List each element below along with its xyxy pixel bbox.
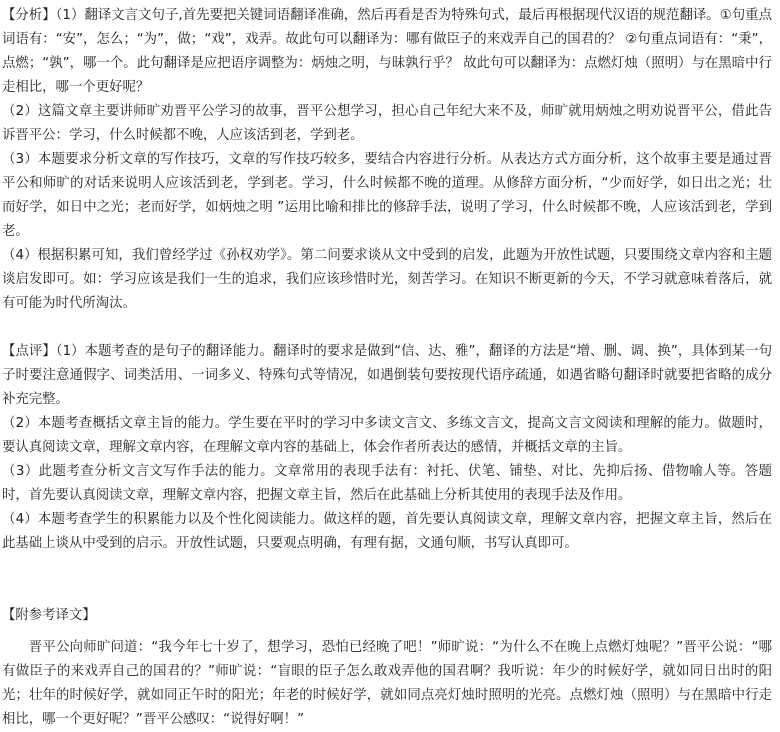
- analysis-section: [2, 4, 772, 316]
- analysis-paragraph-2: （2）这篇文章主要讲师旷劝晋平公学习的故事，晋平公想学习，担心自己年纪大来不及，师旷就用炳烛之明劝说晋平公，借此告诉晋平公：学习，什么时候都不晚，人应该活到老，学到老。: [2, 104, 772, 143]
- analysis-paragraph-3: （3）本题要求分析文章的写作技巧，文章的写作技巧较多，要结合内容进行分析。从表达方式方面分析，这个故事主要是通过晋平公和师旷的对话来说明人应该活到老，学到老。学习，什么时候都不晚的道理。从修辞方面分析，“少而好学，如日出之光；壮而好学，如日中之光；老而好学，如炳烛之明 ”运用比喻和排比的修辞手法，说明了学习，什么时候都不晚，人应该活到老，学到老。: [2, 152, 772, 239]
- analysis-paragraph-4: （4）根据积累可知，我们曾经学过《孙权劝学》。第二问要求谈从文中受到的启发，此题为开放性试题，只要围绕文章内容和主题谈启发即可。如：学习应该是我们一生的追求，我们应该珍惜时光，刻苦学习。在知识不断更新的今天，不学习就意味着落后，就有可能为时代所淘汰。: [2, 248, 772, 311]
- translation-section: [2, 604, 772, 732]
- comment-paragraph-1: 【点评】（1）本题考查的是句子的翻译能力。翻译时的要求是做到“信、达、雅”，翻译的方法是“增、删、调、换”，具体到某一句子时要注意通假字、词类活用、一词多义、特殊句式等情况，如遇倒装句要按现代语序疏通，如遇省略句翻译时就要把省略的成分补充完整。: [2, 344, 772, 407]
- translation-heading: 【附参考译文】: [2, 608, 96, 623]
- section-spacer: [2, 556, 772, 604]
- heading-spacer: [2, 628, 772, 636]
- comment-section: [2, 340, 772, 556]
- comment-paragraph-2: （2）本题考查概括文章主旨的能力。学生要在平时的学习中多读文言文、多练文言文，提高文言文阅读和理解的能力。做题时，要认真阅读文章，理解文章内容，在理解文章内容的基础上，体会作者所表达的感情，并概括文章的主旨。: [2, 416, 772, 455]
- comment-paragraph-3: （3）此题考查分析文言文写作手法的能力。文章常用的表现手法有：衬托、伏笔、铺垫、对比、先抑后扬、借物喻人等。答题时，首先要认真阅读文章，理解文章内容，把握文章主旨，然后在此基础上分析其使用的表现手法及作用。: [2, 464, 772, 503]
- analysis-paragraph-1: 【分析】（1）翻译文言文句子,首先要把关键词语翻译准确，然后再看是否为特殊句式，最后再根据现代汉语的规范翻译。①句重点词语有：“安”，怎么；“为”，做；“戏”，戏弄。故此句可以翻译为：哪有做臣子的来戏弄自己的国君的？ ②句重点词语有：“秉”，点燃；“孰”，哪一个。此句翻译是应把语序调整为：炳烛之明，与昧孰行乎？ 故此句可以翻译为：点燃灯烛（照明）与在黑暗中行走相比，哪一个更好呢？: [2, 8, 772, 95]
- translation-body: 晋平公向师旷问道：“我今年七十岁了，想学习，恐怕已经晚了吧！”师旷说：“为什么不在晚上点燃灯烛呢？”晋平公说：“哪有做臣子的来戏弄自己的国君的？”师旷说：“盲眼的臣子怎么敢戏弄他的国君啊？我听说：年少的时候好学，就如同日出时的阳光；壮年的时候好学，就如同正午时的阳光；年老的时候好学，就如同点亮灯烛时照明的光亮。点燃灯烛（照明）与在黑暗中行走相比，哪一个更好呢？”晋平公感叹：“说得好啊！”: [2, 640, 772, 727]
- section-spacer: [2, 316, 772, 340]
- comment-paragraph-4: （4）本题考查学生的积累能力以及个性化阅读能力。做这样的题，首先要认真阅读文章，理解文章内容，把握文章主旨，然后在此基础上谈从中受到的启示。开放性试题，只要观点明确，有理有据，文通句顺，书写认真即可。: [2, 512, 772, 551]
